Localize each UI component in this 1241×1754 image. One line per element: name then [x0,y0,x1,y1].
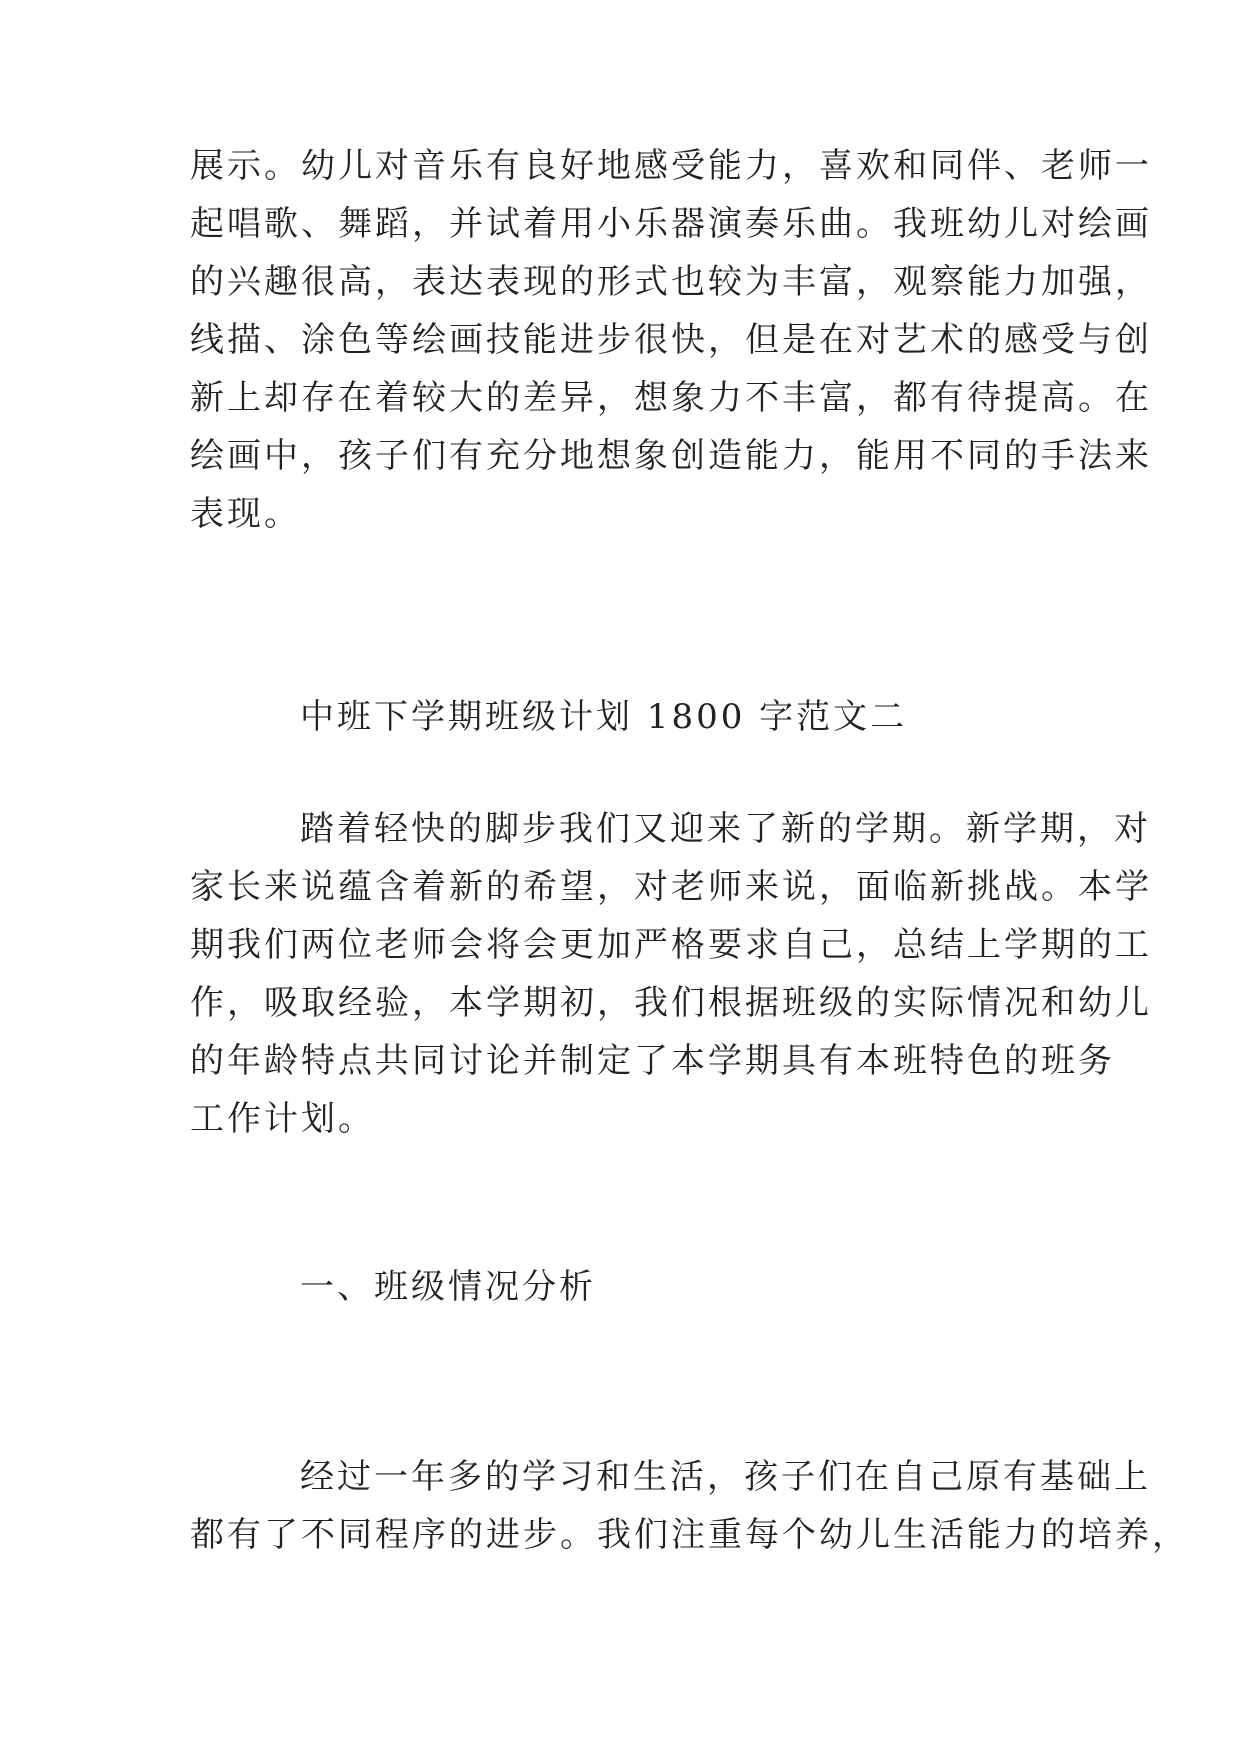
paragraph-class-analysis [190,1448,1189,1564]
paragraph-line: 新上却存在着较大的差异，想象力不丰富，都有待提高。在 [190,378,1152,418]
paragraph-line: 家长来说蕴含着新的希望，对老师来说，面临新挑战。本学 [190,867,1152,907]
paragraph-line: 踏着轻快的脚步我们又迎来了新的学期。新学期，对 [300,809,1151,849]
paragraph-line: 表现。 [190,494,301,534]
paragraph-art-ability [190,137,1152,543]
paragraph-line: 的兴趣很高，表达表现的形式也较为丰富，观察能力加强， [190,262,1152,302]
paragraph-line: 绘画中，孩子们有充分地想象创造能力，能用不同的手法来 [190,436,1152,476]
paragraph-intro [190,800,1152,1148]
section-heading [190,1258,1070,1316]
paragraph-line: 的年龄特点共同讨论并制定了本学期具有本班特色的班务 [190,1041,1115,1081]
paragraph-line: 作，吸取经验，本学期初，我们根据班级的实际情况和幼儿 [190,983,1152,1023]
title-text: 中班下学期班级计划 1800 字范文二 [300,697,908,737]
section-heading-text: 一、班级情况分析 [300,1267,596,1307]
paragraph-line: 线描、涂色等绘画技能进步很快，但是在对艺术的感受与创 [190,320,1152,360]
paragraph-line: 都有了不同程序的进步。我们注重每个幼儿生活能力的培养， [190,1515,1189,1555]
paragraph-line: 工作计划。 [190,1099,375,1139]
paragraph-line: 期我们两位老师会将会更加严格要求自己，总结上学期的工 [190,925,1152,965]
paragraph-line: 起唱歌、舞蹈，并试着用小乐器演奏乐曲。我班幼儿对绘画 [190,204,1152,244]
paragraph-line: 展示。幼儿对音乐有良好地感受能力，喜欢和同伴、老师一 [190,146,1152,186]
paragraph-line: 经过一年多的学习和生活，孩子们在自己原有基础上 [300,1457,1151,1497]
document-title [190,688,1070,746]
